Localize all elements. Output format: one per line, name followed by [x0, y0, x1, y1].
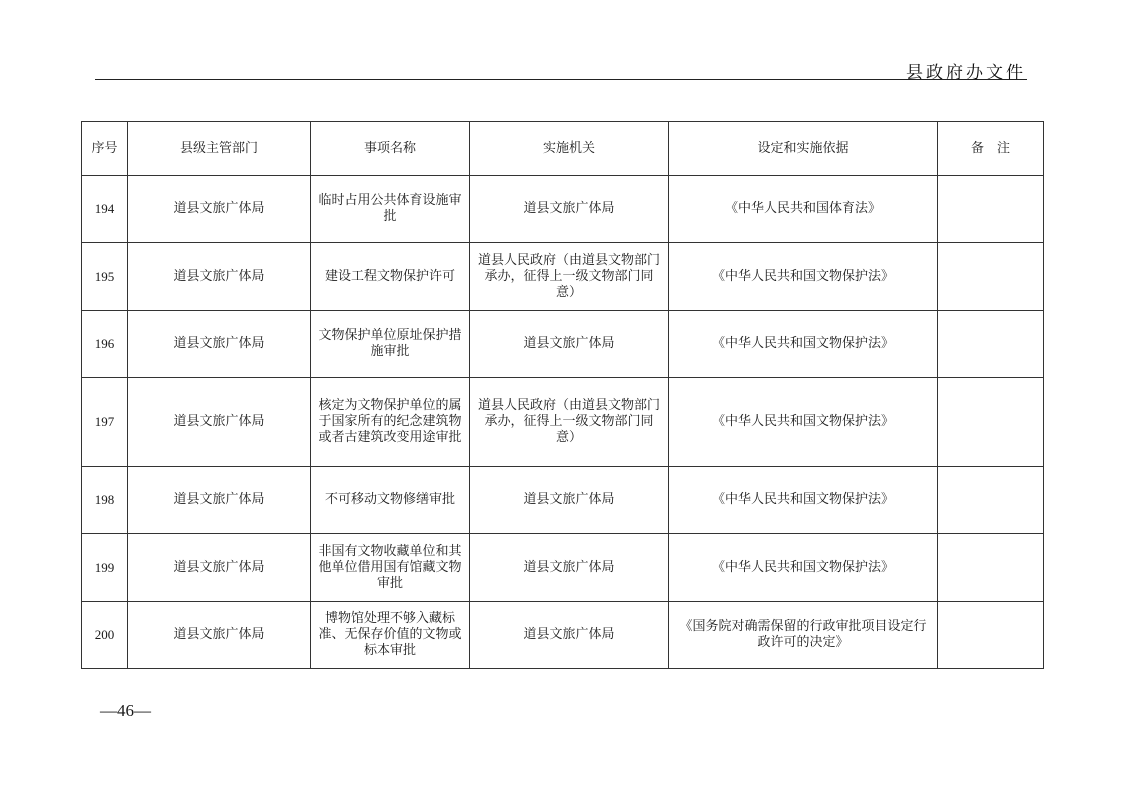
row-agency: 道县文旅广体局 — [470, 311, 669, 378]
row-basis: 《中华人民共和国文物保护法》 — [669, 534, 938, 602]
row-dept: 道县文旅广体局 — [128, 378, 311, 467]
row-number: 197 — [82, 378, 128, 467]
row-dept: 道县文旅广体局 — [128, 534, 311, 602]
row-note — [938, 467, 1044, 534]
row-basis: 《中华人民共和国文物保护法》 — [669, 467, 938, 534]
table-header-row — [82, 122, 1044, 176]
row-item: 建设工程文物保护许可 — [311, 243, 470, 311]
row-basis: 《中华人民共和国文物保护法》 — [669, 311, 938, 378]
table-row — [82, 534, 1044, 602]
row-note — [938, 243, 1044, 311]
header-rule — [95, 79, 1027, 80]
row-agency: 道县文旅广体局 — [470, 602, 669, 669]
header-title: 县政府办文件 — [906, 63, 1026, 83]
row-number: 200 — [82, 602, 128, 669]
page-number: —46— — [100, 701, 151, 720]
row-item: 文物保护单位原址保护措施审批 — [311, 311, 470, 378]
row-item: 核定为文物保护单位的属于国家所有的纪念建筑物或者古建筑改变用途审批 — [311, 378, 470, 467]
row-note — [938, 378, 1044, 467]
row-dept: 道县文旅广体局 — [128, 176, 311, 243]
col-header-note: 备 注 — [938, 122, 1044, 176]
table-row — [82, 602, 1044, 669]
col-header-item: 事项名称 — [311, 122, 470, 176]
row-agency: 道县文旅广体局 — [470, 467, 669, 534]
row-dept: 道县文旅广体局 — [128, 243, 311, 311]
col-header-no: 序号 — [82, 122, 128, 176]
row-basis: 《中华人民共和国文物保护法》 — [669, 243, 938, 311]
row-agency: 道县人民政府（由道县文物部门承办，征得上一级文物部门同意） — [470, 243, 669, 311]
row-note — [938, 176, 1044, 243]
row-note — [938, 602, 1044, 669]
row-item: 临时占用公共体育设施审批 — [311, 176, 470, 243]
col-header-agency: 实施机关 — [470, 122, 669, 176]
approval-items-table — [81, 121, 1044, 669]
col-header-dept: 县级主管部门 — [128, 122, 311, 176]
row-basis: 《中华人民共和国文物保护法》 — [669, 378, 938, 467]
row-number: 195 — [82, 243, 128, 311]
row-item: 非国有文物收藏单位和其他单位借用国有馆藏文物审批 — [311, 534, 470, 602]
row-item: 不可移动文物修缮审批 — [311, 467, 470, 534]
table-row — [82, 243, 1044, 311]
row-agency: 道县文旅广体局 — [470, 176, 669, 243]
table-row — [82, 378, 1044, 467]
row-agency: 道县人民政府（由道县文物部门承办，征得上一级文物部门同意） — [470, 378, 669, 467]
row-dept: 道县文旅广体局 — [128, 311, 311, 378]
row-note — [938, 534, 1044, 602]
row-item: 博物馆处理不够入藏标准、无保存价值的文物或标本审批 — [311, 602, 470, 669]
row-agency: 道县文旅广体局 — [470, 534, 669, 602]
row-dept: 道县文旅广体局 — [128, 467, 311, 534]
row-note — [938, 311, 1044, 378]
row-number: 194 — [82, 176, 128, 243]
row-basis: 《国务院对确需保留的行政审批项目设定行政许可的决定》 — [669, 602, 938, 669]
row-number: 198 — [82, 467, 128, 534]
table-row — [82, 176, 1044, 243]
table-row — [82, 467, 1044, 534]
table-row — [82, 311, 1044, 378]
row-number: 196 — [82, 311, 128, 378]
row-basis: 《中华人民共和国体育法》 — [669, 176, 938, 243]
col-header-basis: 设定和实施依据 — [669, 122, 938, 176]
row-dept: 道县文旅广体局 — [128, 602, 311, 669]
row-number: 199 — [82, 534, 128, 602]
